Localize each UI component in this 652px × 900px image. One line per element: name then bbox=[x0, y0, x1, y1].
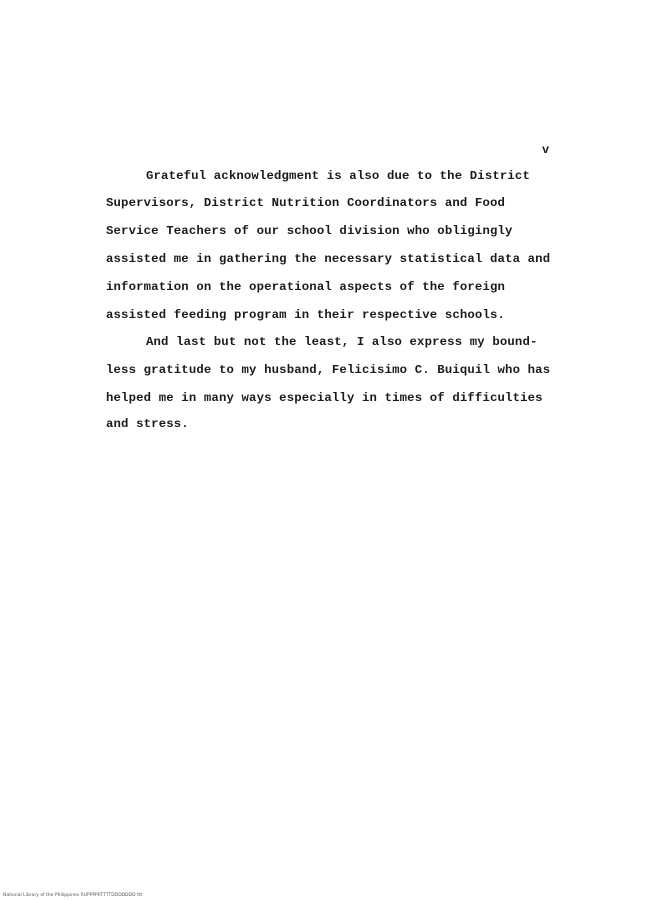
page-number: v bbox=[542, 143, 550, 157]
text-line: and stress. bbox=[106, 417, 189, 431]
text-line: assisted me in gathering the necessary statistical data and bbox=[106, 252, 551, 266]
footer-scan-label: National Library of the Philippines RUPPPPIITTTTDDDDDDD ttt bbox=[3, 893, 143, 898]
text-line: Supervisors, District Nutrition Coordinators and Food bbox=[106, 196, 506, 210]
text-line: assisted feeding program in their respective schools. bbox=[106, 308, 506, 322]
text-line: And last but not the least, I also express my bound- bbox=[146, 335, 538, 349]
text-line: Grateful acknowledgment is also due to the District bbox=[146, 169, 530, 183]
text-line: helped me in many ways especially in times of difficulties bbox=[106, 391, 543, 405]
text-line: information on the operational aspects of the foreign bbox=[106, 280, 506, 294]
text-line: Service Teachers of our school division who obligingly bbox=[106, 224, 513, 238]
text-line: less gratitude to my husband, Felicisimo C. Buiquil who has bbox=[106, 363, 551, 377]
